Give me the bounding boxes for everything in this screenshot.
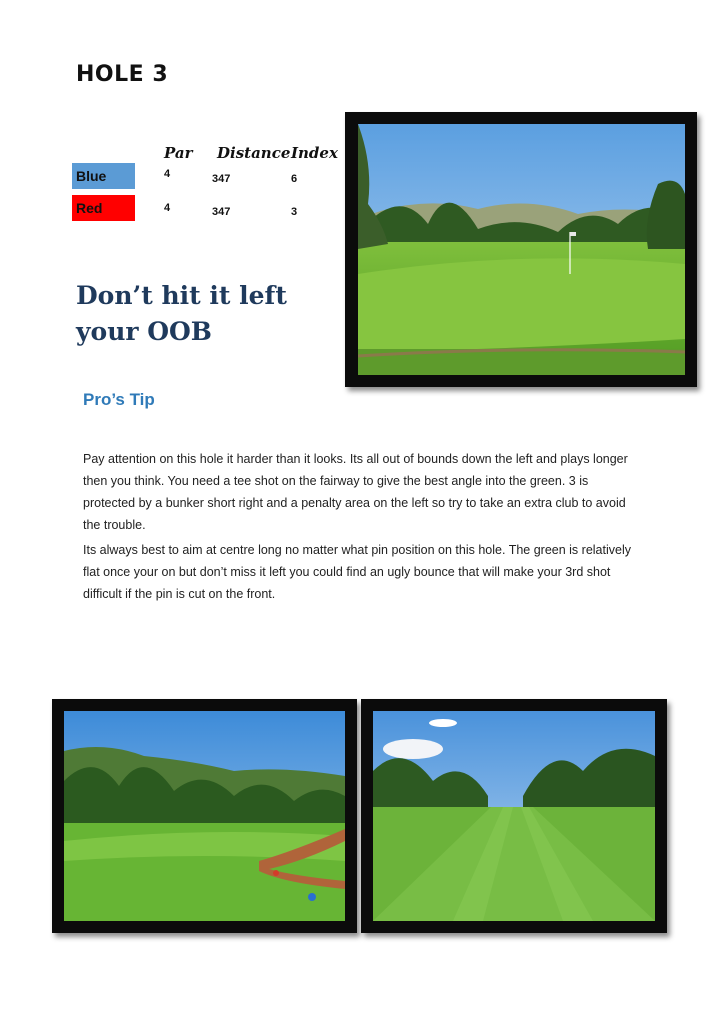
- tee-blue-label: Blue: [72, 163, 135, 189]
- tee-photo: [64, 711, 345, 921]
- red-par: 4: [164, 202, 171, 214]
- green-photo: [358, 124, 685, 375]
- photo-frame-green: [345, 112, 697, 387]
- par-header: Par: [164, 144, 193, 162]
- blue-distance: 347: [212, 173, 231, 185]
- tee-red-label: Red: [72, 195, 135, 221]
- blue-index: 6: [291, 173, 298, 185]
- blue-par: 4: [164, 168, 171, 180]
- hole-title: HOLE 3: [76, 62, 169, 87]
- photo-frame-tee: [52, 699, 357, 933]
- red-distance: 347: [212, 206, 231, 218]
- fairway-photo: [373, 711, 655, 921]
- tip-paragraph-2: Its always best to aim at centre long no matter what pin position on this hole. The green is relatively flat once your on but don’t miss it left you could find an ugly bounce that will make your 3rd shot difficult if the pin is cut on the front.: [83, 543, 631, 601]
- distance-header: Distance: [217, 144, 291, 162]
- photo-frame-fairway: [361, 699, 667, 933]
- pros-tip-heading: Pro’s Tip: [83, 390, 155, 409]
- red-index: 3: [291, 206, 298, 218]
- tip-paragraph-1: Pay attention on this hole it harder than it looks. Its all out of bounds down the left and plays longer then you think. You need a tee shot on the fairway to give the best angle into the green. 3 is protected by a bunker short right and a penalty area on the left so try to take an extra club to avoid the trouble.: [83, 452, 628, 532]
- hole-headline: Don’t hit it left your OOB: [76, 281, 287, 346]
- index-header: Index: [291, 144, 338, 162]
